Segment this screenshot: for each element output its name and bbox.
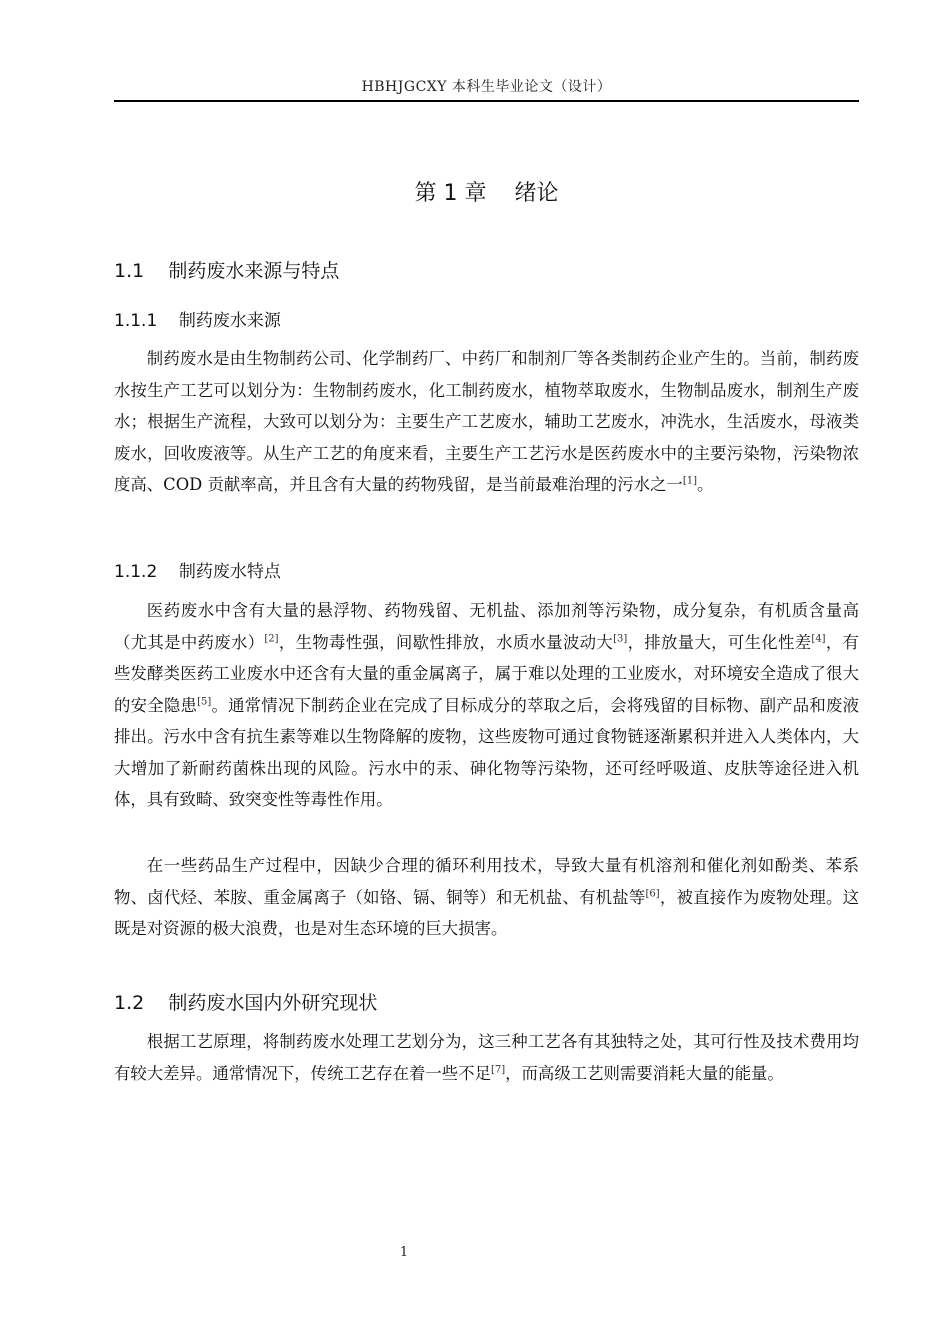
header-divider xyxy=(114,100,859,102)
subsection-heading-1-1-2: 1.1.2 制药废水特点 xyxy=(114,562,281,582)
page-header: HBHJGCXY 本科生毕业论文（设计） xyxy=(361,79,612,95)
paragraph-text: 根据工艺原理，将制药废水处理工艺划分为，这三种工艺各有其独特之处，其可行性及技术费用均有较大差异。通常情况下，传统工艺存在着一些不足 xyxy=(114,1032,859,1083)
citation-ref[interactable]: [2] xyxy=(264,633,279,645)
paragraph-text: 。通常情况下制药企业在完成了目标成分的萃取之后，会将残留的目标物、副产品和废液排出。污水中含有抗生素等难以生物降解的废物，这些废物可通过食物链逐渐累积并进入人类体内，大大增加了新耐药菌株出现的风险。污水中的汞、砷化物等污染物，还可经呼吸道、皮肤等途径进入机体，具有致畸、致突变性等毒性作用。 xyxy=(114,695,860,809)
citation-ref[interactable]: [3] xyxy=(613,633,628,645)
section-heading-1-1: 1.1 制药废水来源与特点 xyxy=(114,260,340,282)
paragraph-solvent-waste xyxy=(114,850,859,945)
paragraph-text: ，有些发酵类医药工业废水中还含有大量的重金属离子，属于难以处理的工业废水，对环境安全造成了很大的安全隐患 xyxy=(114,632,860,715)
subsection-heading-1-1-1: 1.1.1 制药废水来源 xyxy=(114,311,281,331)
citation-ref[interactable]: [4] xyxy=(811,633,826,645)
chapter-title: 第 1 章 绪论 xyxy=(414,181,559,206)
paragraph-wastewater-sources xyxy=(114,343,859,501)
citation-ref[interactable]: [6] xyxy=(645,888,660,900)
paragraph-text: 医药废水中含有大量的悬浮物、药物残留、无机盐、添加剂等污染物，成分复杂，有机质含量高（尤其是中药废水） xyxy=(114,601,859,652)
paragraph-text: ，生物毒性强，间歇性排放，水质水量波动大 xyxy=(278,632,614,652)
citation-ref[interactable]: [7] xyxy=(490,1064,506,1076)
paragraph-research-status xyxy=(114,1026,859,1089)
paragraph-text: 在一些药品生产过程中，因缺少合理的循环利用技术，导致大量有机溶剂和催化剂如酚类、苯系物、卤代烃、苯胺、重金属离子（如铬、镉、铜等）和无机盐、有机盐等 xyxy=(114,856,859,907)
page-number: 1 xyxy=(399,1245,409,1260)
paragraph-text: ，排放量大，可生化性差 xyxy=(627,632,812,652)
paragraph-text: ，被直接作为废物处理。这既是对资源的极大浪费，也是对生态环境的巨大损害。 xyxy=(114,887,860,938)
paragraph-wastewater-characteristics xyxy=(114,595,859,816)
paragraph-text: 。 xyxy=(697,475,714,494)
paragraph-text: 制药废水是由生物制药公司、化学制药厂、中药厂和制剂厂等各类制药企业产生的。当前，制药废水按生产工艺可以划分为：生物制药废水，化工制药废水，植物萃取废水，生物制品废水，制剂生产废水；根据生产流程，大致可以划分为：主要生产工艺废水，辅助工艺废水，冲洗水，生活废水，母液类废水，回收废液等。从生产工艺的角度来看，主要生产工艺污水是医药废水中的主要污染物，污染物浓度高、COD 贡献率高，并且含有大量的药物残留，是当前最难治理的污水之一 xyxy=(114,349,859,494)
paragraph-text: ，而高级工艺则需要消耗大量的能量。 xyxy=(505,1063,784,1083)
section-heading-1-2: 1.2 制药废水国内外研究现状 xyxy=(114,992,378,1014)
citation-ref[interactable]: [5] xyxy=(197,696,212,708)
citation-ref[interactable]: [1] xyxy=(682,475,697,487)
